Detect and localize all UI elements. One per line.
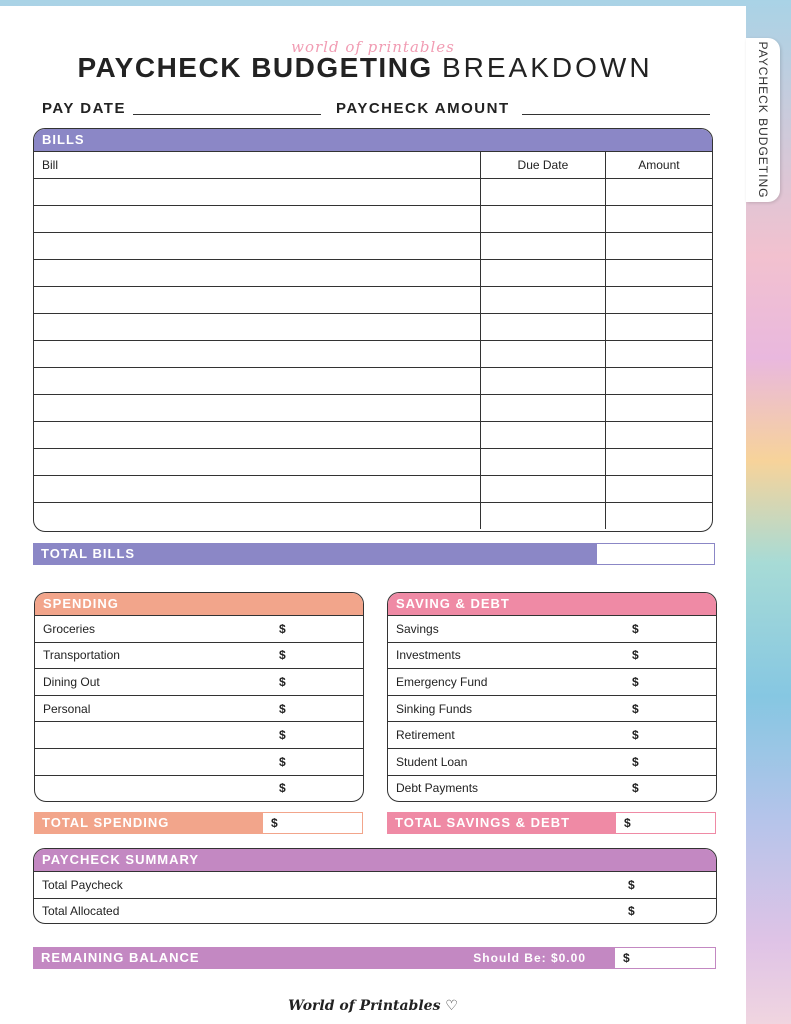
spending-currency: $	[271, 616, 363, 642]
saving-item-label: Debt Payments	[396, 781, 479, 796]
remaining-balance-value[interactable]	[614, 947, 716, 969]
spending-currency: $	[271, 669, 363, 696]
bill-amount-cell[interactable]	[605, 476, 712, 503]
total-saving-label: TOTAL SAVINGS & DEBT	[395, 815, 571, 830]
pay-date-label: PAY DATE	[42, 100, 126, 117]
saving-item-label: Savings	[388, 616, 624, 642]
saving-item-label: Student Loan	[388, 748, 624, 775]
bill-name-cell[interactable]	[34, 260, 481, 287]
spending-item-label: Dining Out	[35, 669, 271, 696]
bill-due-cell[interactable]	[481, 422, 606, 449]
saving-currency: $	[624, 616, 716, 642]
bill-due-cell[interactable]	[481, 314, 606, 341]
bill-row	[34, 503, 712, 530]
bill-amount-cell[interactable]	[605, 287, 712, 314]
bill-due-cell[interactable]	[481, 449, 606, 476]
bill-amount-cell[interactable]	[605, 395, 712, 422]
spending-currency: $	[271, 748, 363, 775]
remaining-note: Should Be: $0.00	[473, 951, 586, 965]
summary-section	[33, 848, 717, 924]
bill-name-cell[interactable]	[34, 395, 481, 422]
saving-row[interactable]	[388, 616, 716, 642]
bill-amount-cell[interactable]	[605, 314, 712, 341]
footer-brand-logo: World of Printables ♡	[288, 998, 458, 1014]
bill-row	[34, 260, 712, 287]
bill-due-cell[interactable]	[481, 233, 606, 260]
spending-currency: $	[279, 781, 286, 796]
bill-amount-cell[interactable]	[605, 449, 712, 476]
paycheck-amount-field[interactable]	[522, 114, 710, 115]
remaining-balance-label: REMAINING BALANCE	[41, 950, 200, 965]
saving-item-label: Emergency Fund	[388, 669, 624, 696]
spending-table	[35, 616, 363, 801]
total-spending-currency: $	[271, 816, 279, 830]
bill-name-cell[interactable]	[34, 476, 481, 503]
bill-due-cell[interactable]	[481, 341, 606, 368]
bill-row	[34, 395, 712, 422]
saving-header: SAVING & DEBT	[388, 593, 716, 616]
spending-item-label	[35, 775, 271, 801]
brand-script-logo: world of printables	[291, 38, 455, 56]
saving-row[interactable]	[388, 748, 716, 775]
bill-name-cell[interactable]	[34, 206, 481, 233]
bills-header: BILLS	[34, 129, 712, 152]
bill-due-cell[interactable]	[481, 287, 606, 314]
saving-row[interactable]	[388, 775, 716, 801]
bills-section	[33, 128, 713, 532]
spending-currency: $	[271, 642, 363, 669]
saving-currency: $	[632, 781, 639, 796]
bill-row	[34, 233, 712, 260]
bill-amount-cell[interactable]	[605, 206, 712, 233]
title-bold: PAYCHECK BUDGETING	[77, 52, 433, 83]
bill-row	[34, 179, 712, 206]
total-bills-label: TOTAL BILLS	[41, 546, 136, 561]
bill-row	[34, 422, 712, 449]
bill-name-cell[interactable]	[34, 341, 481, 368]
saving-currency: $	[624, 669, 716, 696]
spending-currency: $	[271, 722, 363, 749]
spending-currency: $	[271, 695, 363, 722]
total-spending-bar	[34, 812, 363, 834]
bill-due-cell[interactable]	[481, 476, 606, 503]
total-saving-value[interactable]	[615, 812, 716, 834]
bill-amount-cell[interactable]	[605, 179, 712, 206]
saving-row[interactable]	[388, 669, 716, 696]
planner-page	[0, 6, 746, 1024]
summary-header: PAYCHECK SUMMARY	[34, 849, 716, 872]
bill-row	[34, 314, 712, 341]
bill-name-cell[interactable]	[34, 449, 481, 476]
saving-item-label: Sinking Funds	[388, 695, 624, 722]
remaining-balance-bar	[33, 947, 716, 969]
bill-amount-cell[interactable]	[605, 233, 712, 260]
spending-row[interactable]	[35, 669, 363, 696]
spending-row[interactable]	[35, 748, 363, 775]
total-bills-bar	[33, 543, 715, 565]
spending-header: SPENDING	[35, 593, 363, 616]
paycheck-amount-label: PAYCHECK AMOUNT	[336, 100, 510, 117]
bill-name-cell[interactable]	[34, 233, 481, 260]
bill-row	[34, 341, 712, 368]
page-title	[0, 52, 730, 84]
summary-table	[34, 872, 716, 924]
saving-item-label: Investments	[388, 642, 624, 669]
bill-row	[34, 368, 712, 395]
summary-currency: $	[628, 904, 635, 919]
bill-due-cell[interactable]	[481, 395, 606, 422]
pay-date-field[interactable]	[133, 114, 321, 115]
side-tab[interactable]	[746, 38, 780, 202]
saving-row[interactable]	[388, 642, 716, 669]
remaining-currency: $	[623, 951, 631, 965]
bill-name-cell[interactable]	[34, 503, 481, 530]
bill-due-cell[interactable]	[481, 503, 606, 530]
col-amount: Amount	[605, 152, 712, 179]
bill-row	[34, 206, 712, 233]
bill-name-cell[interactable]	[34, 179, 481, 206]
bill-name-cell[interactable]	[34, 287, 481, 314]
saving-currency: $	[624, 642, 716, 669]
spending-row[interactable]	[35, 642, 363, 669]
bill-amount-cell[interactable]	[605, 341, 712, 368]
saving-row[interactable]	[388, 695, 716, 722]
total-spending-value[interactable]	[262, 812, 363, 834]
bill-amount-cell[interactable]	[605, 368, 712, 395]
spending-item-label	[35, 722, 271, 749]
spending-section	[34, 592, 364, 802]
spending-row[interactable]	[35, 616, 363, 642]
total-spending-label: TOTAL SPENDING	[42, 815, 170, 830]
total-saving-currency: $	[624, 816, 632, 830]
spending-row[interactable]	[35, 775, 363, 801]
saving-table	[388, 616, 716, 801]
summary-item-label: Total Paycheck	[34, 872, 620, 898]
bill-amount-cell[interactable]	[605, 503, 712, 530]
spending-row[interactable]	[35, 695, 363, 722]
saving-currency: $	[624, 748, 716, 775]
saving-currency: $	[624, 695, 716, 722]
bill-due-cell[interactable]	[481, 179, 606, 206]
spending-row[interactable]	[35, 722, 363, 749]
bills-table	[34, 152, 712, 529]
summary-currency: $	[620, 872, 716, 898]
total-bills-value[interactable]	[596, 543, 715, 565]
saving-row[interactable]	[388, 722, 716, 749]
total-saving-bar	[387, 812, 716, 834]
bill-row	[34, 476, 712, 503]
bill-name-cell[interactable]	[34, 422, 481, 449]
spending-item-label	[35, 748, 271, 775]
bill-due-cell[interactable]	[481, 260, 606, 287]
col-due-date: Due Date	[481, 152, 606, 179]
side-tab-label: PAYCHECK BUDGETING	[756, 41, 770, 199]
bill-due-cell[interactable]	[481, 206, 606, 233]
summary-row[interactable]	[34, 898, 716, 924]
bill-amount-cell[interactable]	[605, 422, 712, 449]
bill-amount-cell[interactable]	[605, 260, 712, 287]
col-bill: Bill	[34, 152, 481, 179]
saving-item-label: Retirement	[388, 722, 624, 749]
bill-row	[34, 287, 712, 314]
spending-item-label: Transportation	[35, 642, 271, 669]
summary-row[interactable]	[34, 872, 716, 898]
bill-name-cell[interactable]	[34, 368, 481, 395]
saving-section	[387, 592, 717, 802]
bill-due-cell[interactable]	[481, 368, 606, 395]
spending-item-label: Personal	[35, 695, 271, 722]
spending-item-label: Groceries	[35, 616, 271, 642]
saving-currency: $	[624, 722, 716, 749]
bill-name-cell[interactable]	[34, 314, 481, 341]
title-light: BREAKDOWN	[441, 52, 653, 83]
bill-row	[34, 449, 712, 476]
summary-item-label: Total Allocated	[42, 904, 120, 919]
